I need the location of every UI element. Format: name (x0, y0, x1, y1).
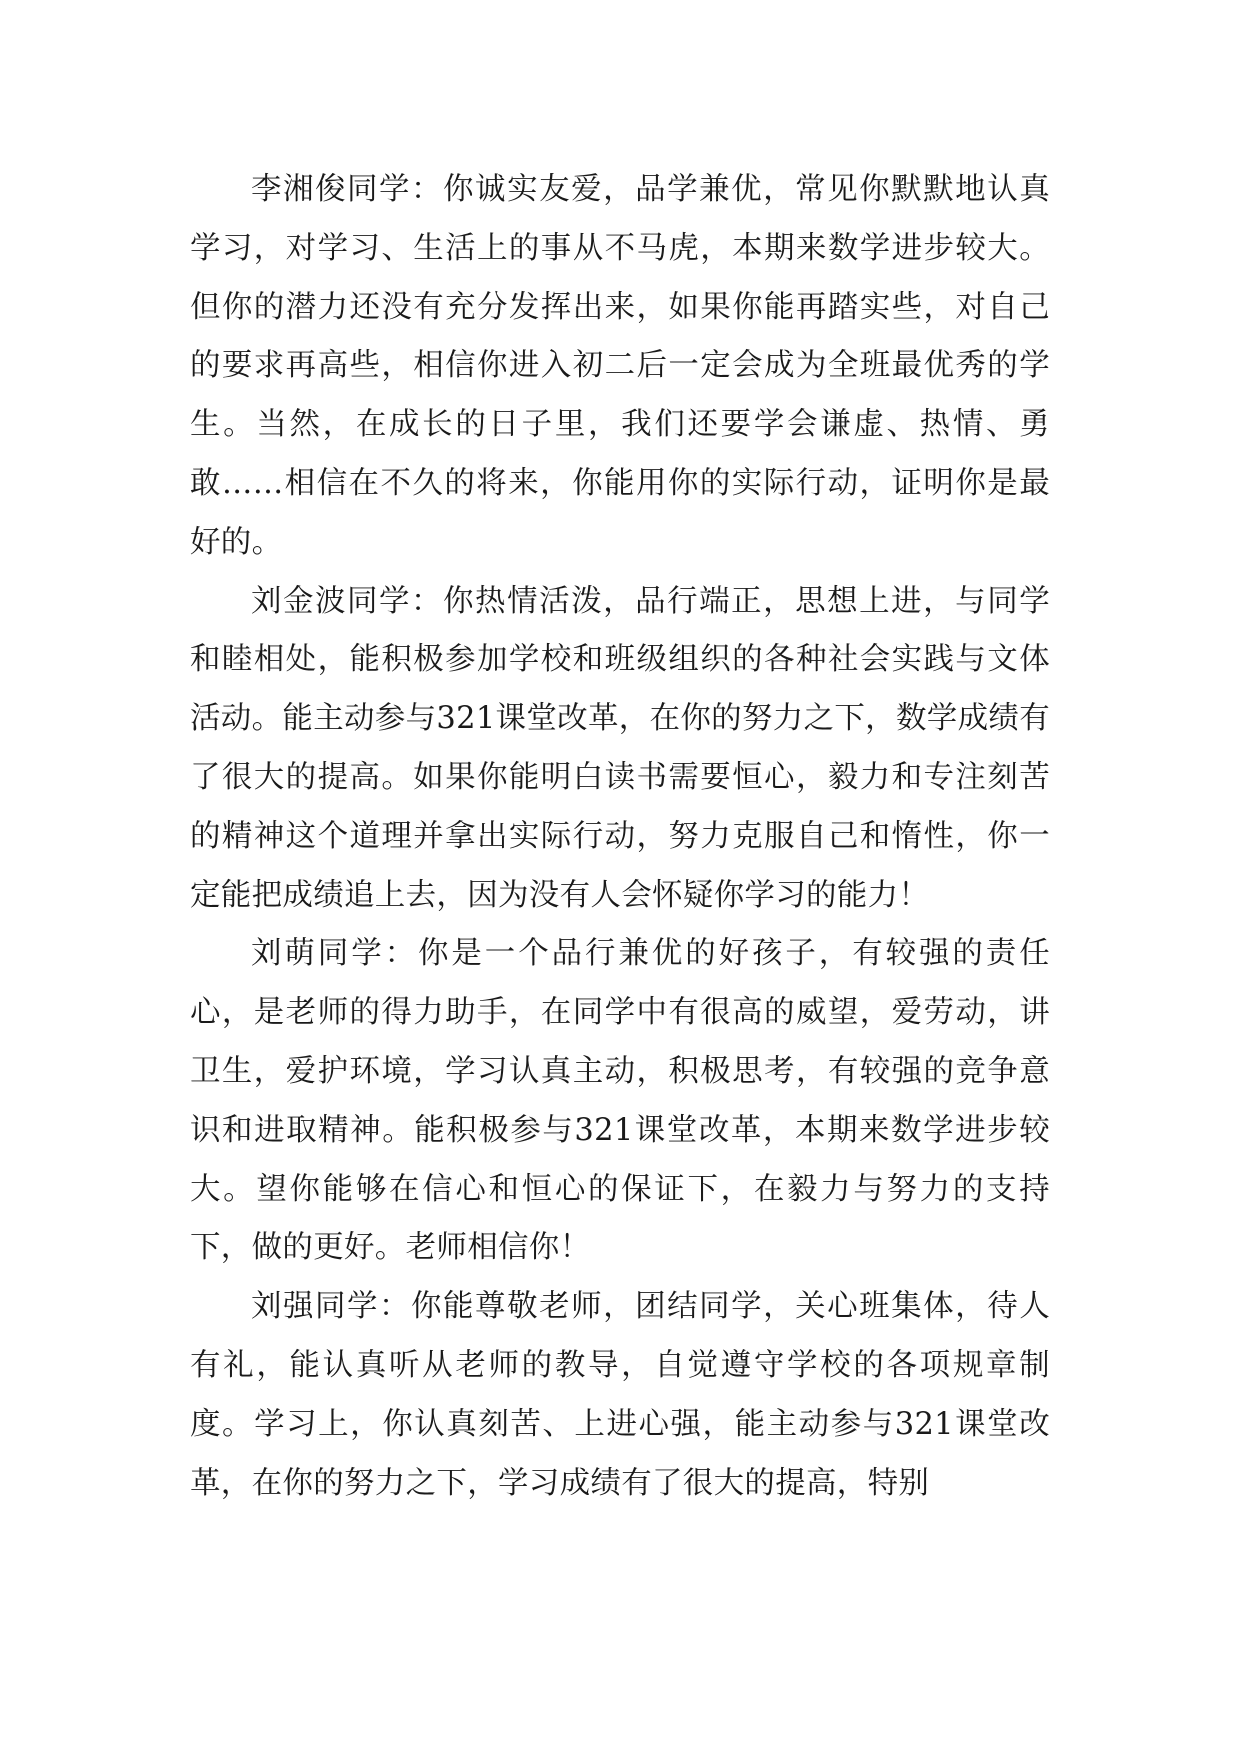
comment-paragraph-li-xiangjun: 李湘俊同学：你诚实友爱，品学兼优，常见你默默地认真学习，对学习、生活上的事从不马虎，本期来数学进步较大。但你的潜力还没有充分发挥出来，如果你能再踏实些，对自己的要求再高些，相信你进入初二后一定会成为全班最优秀的学生。当然，在成长的日子里，我们还要学会谦虚、热情、勇敢……相信在不久的将来，你能用你的实际行动，证明你是最好的。 (190, 172, 1050, 560)
comment-paragraph-liu-jinbo: 刘金波同学：你热情活泼，品行端正，思想上进，与同学和睦相处，能积极参加学校和班级组织的各种社会实践与文体活动。能主动参与321课堂改革，在你的努力之下，数学成绩有了很大的提高。如果你能明白读书需要恒心，毅力和专注刻苦的精神这个道理并拿出实际行动，努力克服自己和惰性，你一定能把成绩追上去，因为没有人会怀疑你学习的能力！ (190, 583, 1050, 913)
comment-paragraph-liu-meng: 刘萌同学：你是一个品行兼优的好孩子，有较强的责任心，是老师的得力助手，在同学中有很高的威望，爱劳动，讲卫生，爱护环境，学习认真主动，积极思考，有较强的竞争意识和进取精神。能积极参与321课堂改革，本期来数学进步较大。望你能够在信心和恒心的保证下，在毅力与努力的支持下，做的更好。老师相信你！ (190, 936, 1050, 1266)
comment-paragraph-liu-qiang: 刘强同学：你能尊敬老师，团结同学，关心班集体，待人有礼，能认真听从老师的教导，自觉遵守学校的各项规章制度。学习上，你认真刻苦、上进心强，能主动参与321课堂改革，在你的努力之下，学习成绩有了很大的提高，特别 (190, 1289, 1050, 1501)
comment-body (190, 161, 1050, 1513)
